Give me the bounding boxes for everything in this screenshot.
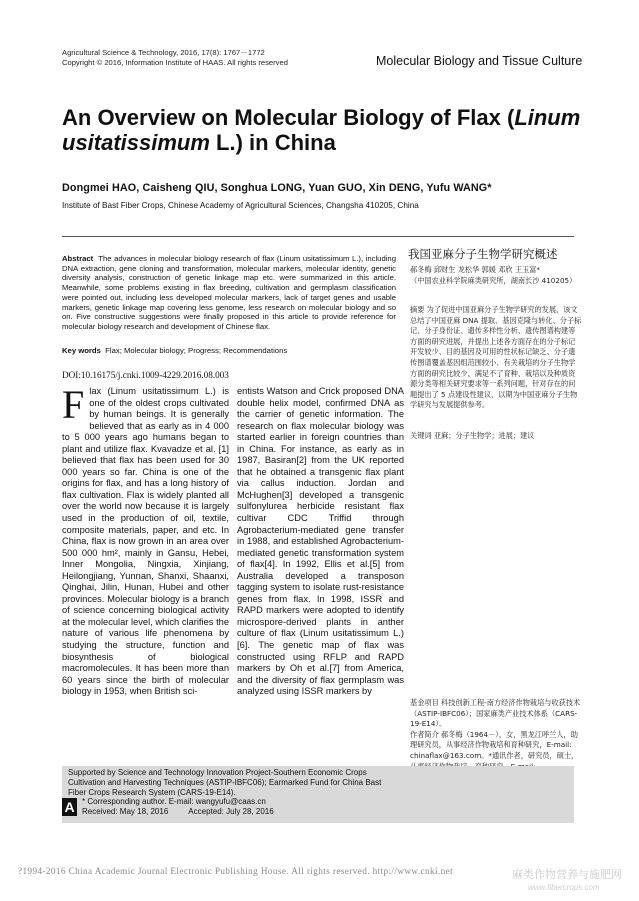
abstract-text: The advances in molecular biology research of flax (Linum usitatissimum L.), including DNA extraction, gene cloning and transformation, molecular markers, molecular identity, genetic diversity analysis, construction of genetic linkage map etc. were summarized in this article. Meanwhile, some problems existing in flax breeding, cultivation and germplasm classification were pointed out, including less developed molecular markers, lack of target genes and usable markers, genetic linkage map covering less genome, less research on molecular biology and so on. Five constructive suggestions were finally proposed in this article to provide reference for molecular biology research and development of Chinese flax. [62, 254, 396, 331]
abstract [62, 254, 396, 332]
body-column-1: Flax (Linum usitatissimum L.) is one of the oldest crops cultivated by human beings. It is generally believed that as early as in 4 000 to 5 000 years ago humans began to plant and utilize flax. Kvavadze et al. [1] believed that flax has been used for 30 000 years so far. China is one of the origins for flax, and has a long history of flax cultivation. Flax is widely planted all over the world now because it is largely used in the production of oil, textile, composite materials, paper, and etc. In China, flax is now grown in an area over 500 000 hm², mainly in Gansu, Hebei, Inner Mongolia, Ningxia, Xinjiang, Heilongjiang, Yunnan, Shanxi, Shaanxi, Qinghai, Jilin, Hunan, Hubei and other provinces. Molecular biology is a branch of science concerning biological activity at the molecular level, which clarifies the nature of various life phenomena by studying the structure, function and biosynthesis of biological macromolecules. It has been more than 60 years since the birth of molecular biology in 1953, when British sci- [62, 382, 229, 697]
divider [62, 236, 574, 237]
chinese-abstract: 摘要 为了促进中国亚麻分子生物学研究的发展，该文总结了中国亚麻 DNA 提取、基因克隆与转化、分子标记、分子身份证、遗传多样性分析、遗传图谱构建等方面的研究进展，并提出上述各方面存在的分子标记开发较少、目的基因及可用的性状标记缺乏、分子遗传图谱覆盖基因组范围较小、有关栽培的分子生物学方面的研究比较少、满足不了育种、栽培以及种质资源分类等相关研究要求等一系列问题，针对存在的问题提出了 5 点建设性建议，以期为中国亚麻分子生物学研究与发展提供参考。 [410, 305, 582, 410]
copyright-line: Copyright © 2016, Information Institute of HAAS. All rights reserved [62, 58, 288, 67]
article-title: An Overview on Molecular Biology of Flax (Linum usitatissimum L.) in China [62, 105, 581, 155]
watermark-en: www.fibercrops.com [528, 883, 600, 892]
corresponding-author: * Corresponding author. E-mail: wangyufu@caas.cn [82, 797, 266, 806]
journal-citation: Agricultural Science & Technology, 2016, 17(8): 1767－1772 [62, 48, 265, 57]
chinese-title: 我国亚麻分子生物学研究概述 [408, 247, 558, 261]
body-column-2: entists Watson and Crick proposed DNA double helix model, confirmed DNA as the carrier of genetic information. The research on flax molecular biology was started earlier in foreign countries than in China. For instance, as early as in 1987, Basiran[2] from the UK reported that he obtained a transgenic flax plant via callus induction. Jordan and McHughen[3] developed a transgenic sulfonylurea herbicide resistant flax cultivar CDC Triffid through Agrobacterium-mediated gene transfer in 1988, and established Agrobacterium-mediated genetic transformation system of flax[4]. In 1992, Ellis et al.[5] from Australia developed a transposon tagging system to isolate rust-resistance genes from flax. In 1998, ISSR and RAPD markers were adopted to identify microspore-derived plants in anther culture of flax (Linum usitatissimum L.)[6]. The genetic map of flax was constructed using RFLP and RAPD markers by Oh et al.[7] from America, and the diversity of flax germplasm was analyzed using ISSR markers by [237, 386, 404, 697]
note-author: 作者简介 郝冬梅（1964－），女，黑龙江呼兰人，助理研究员，从事经济作物栽培和育种研究，E-mail: chinaflax@163.com。*通讯作者，研究员，硕士， [410, 729, 579, 760]
affiliation: Institute of Bast Fiber Crops, Chinese Academy of Agricultural Sciences, Changsha 410205, China [62, 201, 419, 210]
funding-text: Supported by Science and Technology Innovation Project-Southern Economic Crops Cultivation and Harvesting Techniques (ASTIP-IBFC06); Earmarked Fund for China Bast Fiber Crops Research System (CARS-19-E14). [68, 768, 382, 797]
chinese-authors: 郝冬梅 邱财生 龙松华 郭媛 邓欣 王玉富* （中国农业科学院麻类研究所，湖南长沙 410205） [410, 265, 577, 285]
note-funding: 基金项目 科技创新工程-南方经济作物栽培与收获技术（ASTIP-IBFC06）；国家麻类产业技术体系（CARS-19-E14）。 [410, 698, 581, 729]
doi: DOI:10.16175/j.cnki.1009-4229.2016.08.003 [62, 370, 229, 380]
drop-cap: F [62, 382, 85, 427]
keywords: Key words Flax; Molecular biology; Progress; Recommendations [62, 346, 288, 355]
author-list: Dongmei HAO, Caisheng QIU, Songhua LONG, Yuan GUO, Xin DENG, Yufu WANG* [62, 182, 492, 194]
journal-reference [62, 48, 288, 68]
watermark-cn: 麻类作物营养与施肥网 [512, 868, 622, 881]
abstract-label: Abstract [62, 254, 94, 263]
dates: Received: May 18, 2016 Accepted: July 28, 2016 [82, 807, 274, 816]
article-badge: A [62, 798, 77, 816]
correspondence [82, 797, 274, 817]
section-heading: Molecular Biology and Tissue Culture [376, 54, 583, 68]
footer-copyright: ?1994-2016 China Academic Journal Electronic Publishing House. All rights reserved. http://www.cnki.net [18, 866, 454, 876]
chinese-keywords: 关键词 亚麻；分子生物学；进展；建议 [410, 431, 535, 440]
